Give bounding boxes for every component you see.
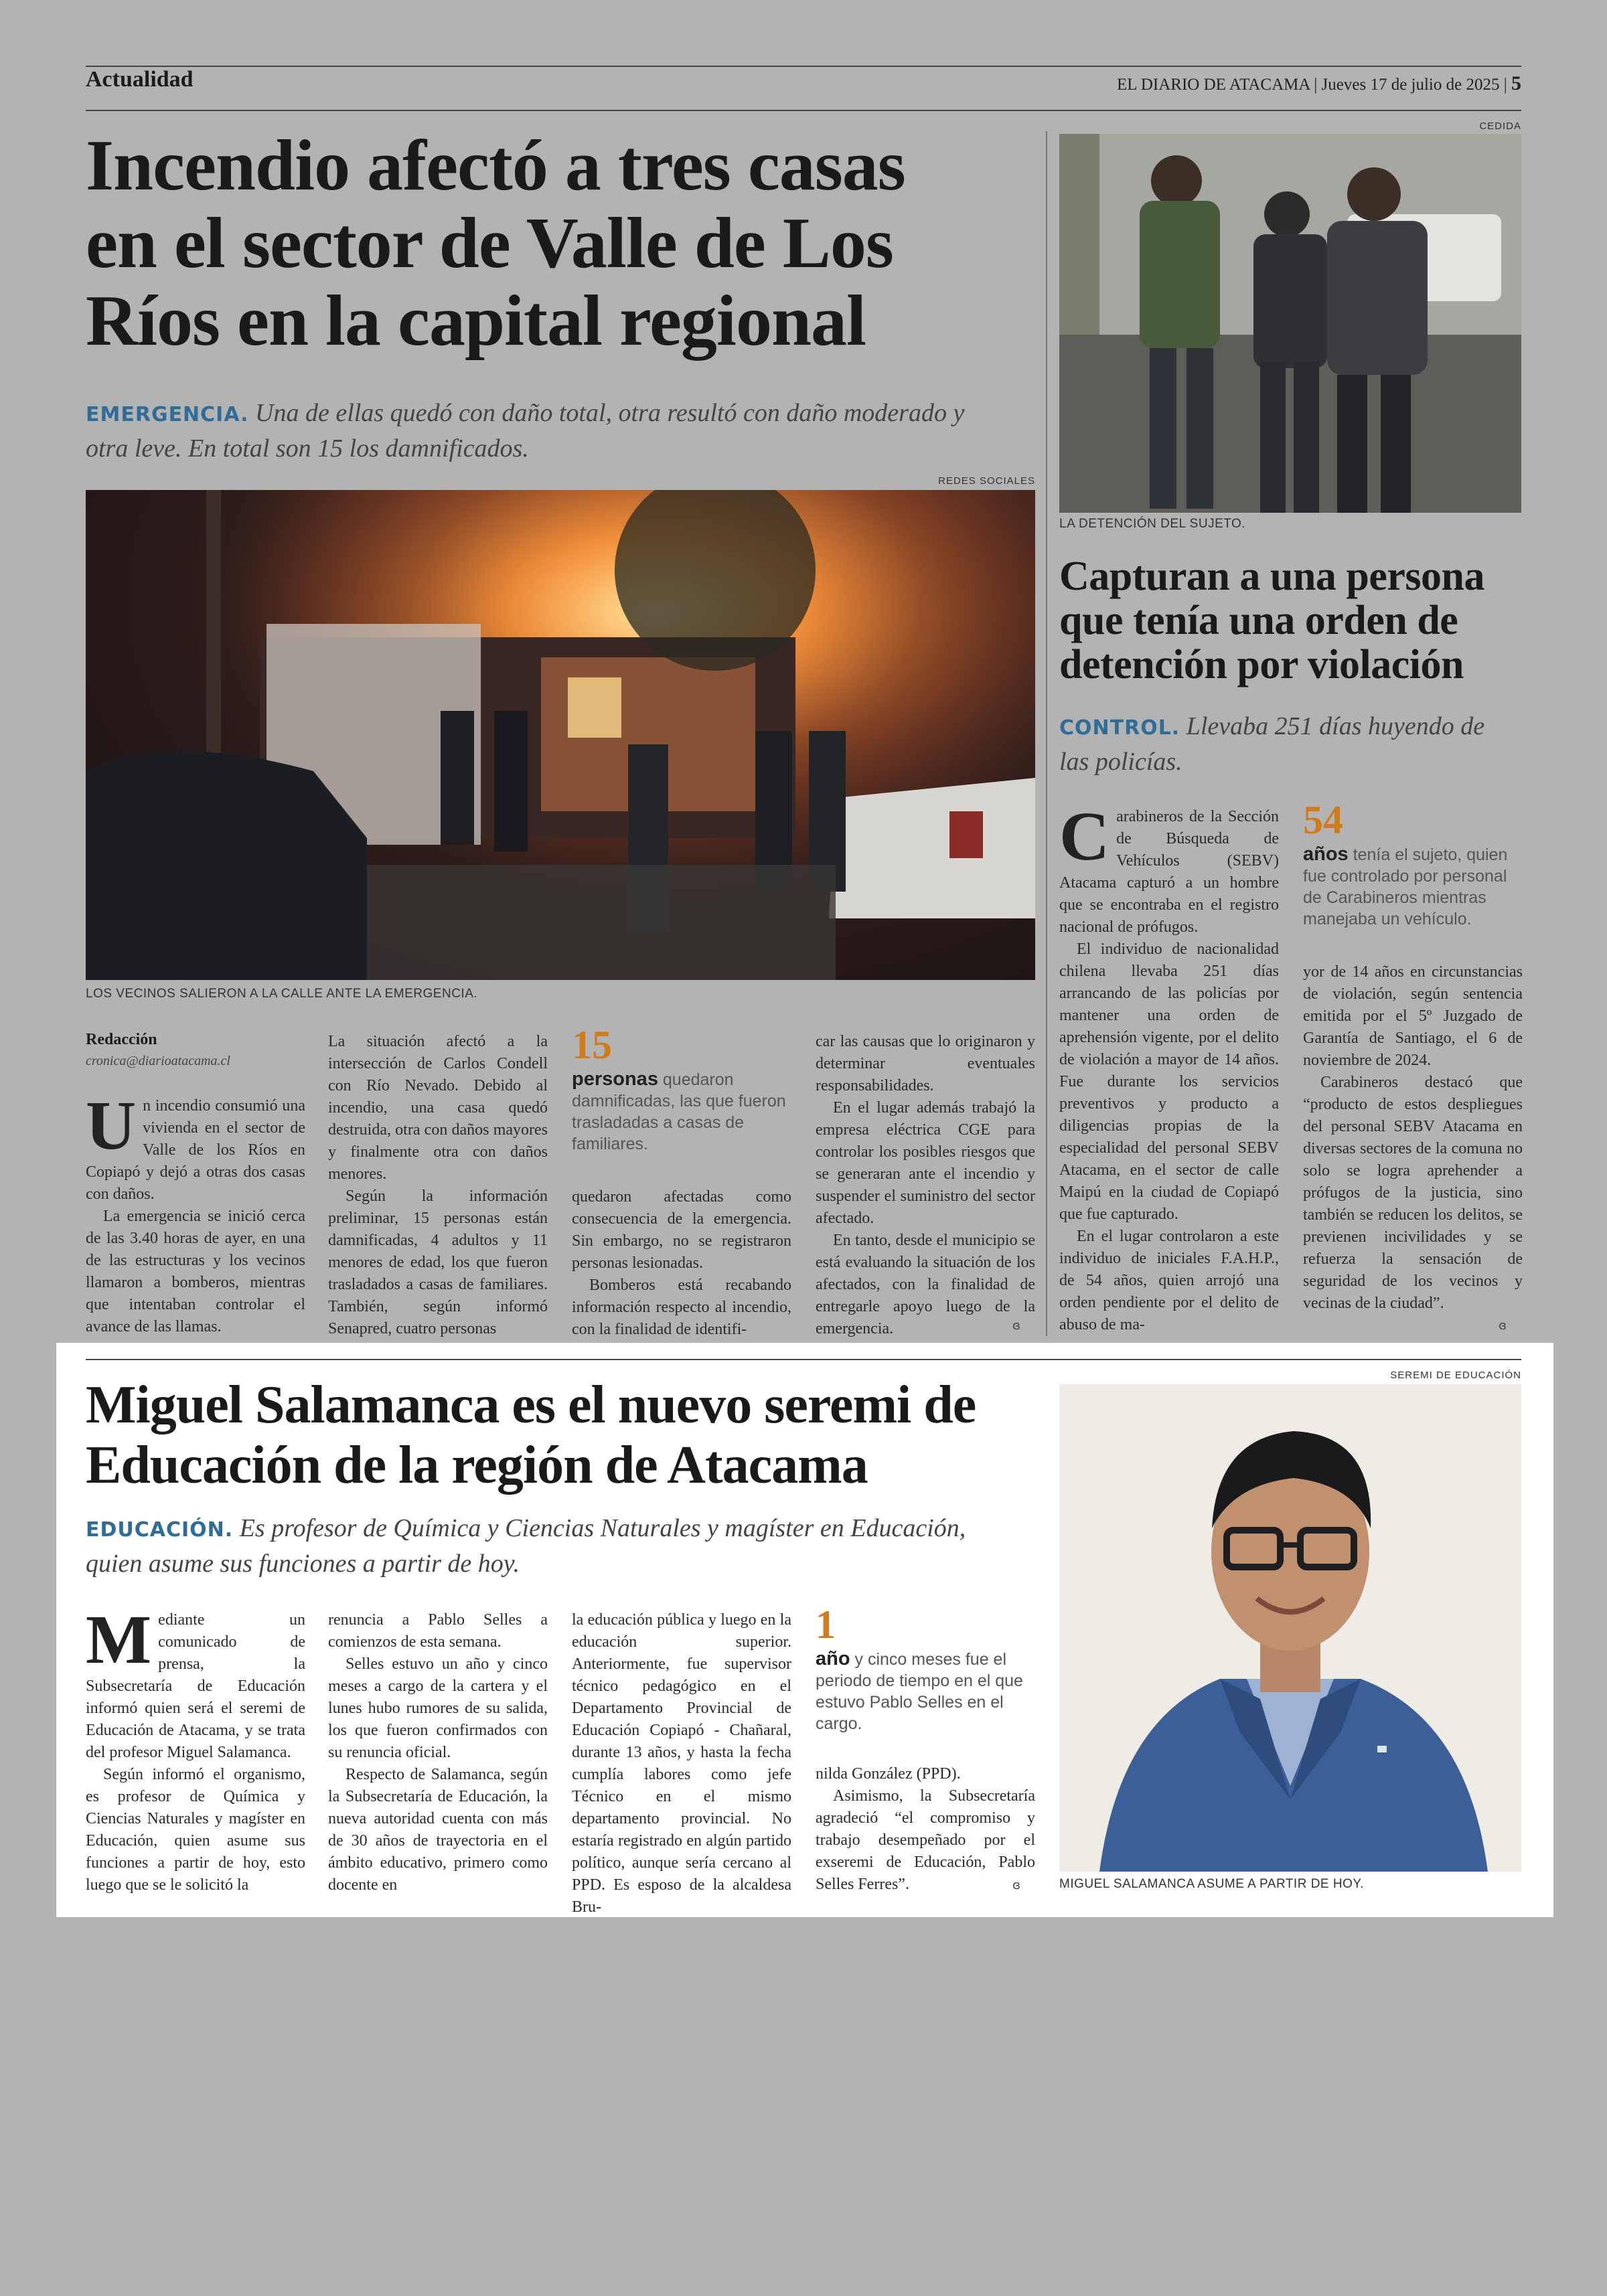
story3-summary-2: quien asume sus funciones a partir de hoy. xyxy=(86,1550,520,1578)
story1-headline xyxy=(86,127,1037,360)
story3-fact-text: y cinco meses fue el periodo de tiempo en el que estuvo Pablo Selles en el cargo. xyxy=(816,1650,1023,1733)
story2-summary xyxy=(1059,710,1528,778)
story1-col4-p2: En el lugar además trabajó la empresa eléctrica CGE para controlar los posibles riesgos que se generaran ante el incendio y suspender el suministro del sector afectado. xyxy=(816,1099,1035,1227)
story3-top-rule xyxy=(86,1359,1521,1360)
story1-col1 xyxy=(86,1087,305,1338)
story1-col4 xyxy=(816,1031,1035,1340)
story2-fact-box xyxy=(1303,797,1523,930)
story3-headline-line1: Miguel Salamanca es el nuevo seremi de xyxy=(86,1376,976,1434)
arrest-photo xyxy=(1059,134,1521,513)
story1-summary-1: Una de ellas quedó con daño total, otra resultó con daño moderado y xyxy=(255,399,965,427)
story2-col2-p1: yor de 14 años en circunstancias de violación, según sentencia emitida por el 5º Juzgado de Garantía de Santiago, el 6 de noviembre de 2024. xyxy=(1303,963,1523,1069)
story3-col1-p2: Según informó el organismo, es profesor de Química y Ciencias Naturales y magíster en Educación, quien asume sus funciones a partir de hoy, esto luego que se le solicitó la xyxy=(86,1766,305,1894)
story1-col2-p1: La situación afectó a la intersección de Carlos Condell con Río Nevado. Debido al incendio, una casa quedó destruida, otra con daños mayores y finalmente otra con daños menores. xyxy=(328,1033,548,1183)
story3-col4-p2: Asimismo, la Subsecretaría agradeció “el compromiso y trabajo desempeñado por el exseremi de Educación, Pablo Selles Ferres”. xyxy=(816,1787,1035,1893)
story2-col1-p1: arabineros de la Sección de Búsqueda de Vehículos (SEBV) Atacama capturó a un hombre que se encontraba en el registro nacional de prófugos. xyxy=(1059,808,1279,936)
story2-photo-credit: CEDIDA xyxy=(1479,120,1521,132)
story1-col3 xyxy=(572,1186,791,1341)
header-top-rule xyxy=(86,66,1521,67)
story3-photo-caption: MIGUEL SALAMANCA ASUME A PARTIR DE HOY. xyxy=(1059,1877,1364,1891)
story2-kicker: CONTROL. xyxy=(1059,716,1180,740)
story3-col1 xyxy=(86,1601,305,1896)
issue-date: Jueves 17 de julio de 2025 xyxy=(1321,76,1500,94)
story1-col2 xyxy=(328,1031,548,1340)
story1-headline-line2: en el sector de Valle de Los xyxy=(86,203,893,283)
story2-col1 xyxy=(1059,798,1279,1336)
page-number: 5 xyxy=(1511,72,1521,94)
story3-col2-p2: Selles estuvo un año y cinco meses a cargo de la cartera y el lunes hubo rumores de su salida, los que fueron confirmados con su renuncia oficial. xyxy=(328,1655,548,1761)
column-divider xyxy=(1046,131,1047,1336)
story2-end-mark: ɞ xyxy=(1499,1319,1507,1333)
story3-col2-p3: Respecto de Salamanca, según la Subsecretaría de Educación, la nueva autoridad cuenta con más de 30 años de trayectoria en el ámbito educativo, primero como docente en xyxy=(328,1766,548,1894)
story1-summary xyxy=(86,396,1037,465)
story2-col1-p2: El individuo de nacionalidad chilena llevaba 251 días arrancando de las policías por mantener una orden de aprehensión vigente, por el delito de violación a mayor de 14 años. Fue durante los servicios preventivos y producto a diligencias propias de la especialidad del personal SEBV Atacama, en el sector de calle Maipú en la ciudad de Copiapó que fue capturado. xyxy=(1059,940,1279,1223)
story1-col1-p1: n incendio consumió una vivienda en el sector de Valle de los Ríos en Copiapó y dejó a otras dos casas con daños. xyxy=(86,1097,305,1203)
story2-fact-text: tenía el sujeto, quien fue controlado por personal de Carabineros mientras manejaba un vehículo. xyxy=(1303,845,1508,928)
story1-headline-line1: Incendio afectó a tres casas xyxy=(86,126,905,206)
story1-fact-text: quedaron damnificadas, las que fueron trasladadas a casas de familiares. xyxy=(572,1070,786,1153)
story1-fact-number: 15 xyxy=(572,1023,612,1067)
arrest-scene-illustration xyxy=(1059,134,1521,513)
story2-fact-bold: años xyxy=(1303,843,1349,865)
story3-col3-p1: la educación pública y luego en la educación superior. Anteriormente, fue supervisor técnico pedagógico en el Departamento Provincial de Educación Copiapó - Chañaral, durante 13 años, y hasta la fecha cumplía labores como jefe Técnico en el mismo departamento provincial. No estaría registrado en algún partido político, aunque sería cercano al PPD. Es esposo de la alcaldesa Bru- xyxy=(572,1611,791,1916)
story3-headline xyxy=(86,1375,1050,1495)
story3-summary-1: Es profesor de Química y Ciencias Naturales y magíster en Educación, xyxy=(239,1514,966,1542)
story1-col2-p2: Según la información preliminar, 15 personas están damnificadas, 4 adultos y 11 menores de edad, los que fueron trasladados a casas de familiares. También, según informó Senapred, cuatro personas xyxy=(328,1187,548,1337)
story2-headline-line2: que tenía una orden de xyxy=(1059,598,1458,643)
story2-summary-2: las policías. xyxy=(1059,748,1182,776)
story1-fact-box xyxy=(572,1021,793,1155)
story3-fact-number: 1 xyxy=(816,1603,836,1647)
story3-col4 xyxy=(816,1763,1035,1896)
portrait-photo xyxy=(1059,1384,1521,1872)
story2-headline-line3: detención por violación xyxy=(1059,642,1464,687)
masthead: EL DIARIO DE ATACAMA | Jueves 17 de julio de 2025 | 5 xyxy=(1116,72,1521,94)
story3-col2-p1: renuncia a Pablo Selles a comienzos de esta semana. xyxy=(328,1611,548,1651)
story2-col2 xyxy=(1303,961,1523,1315)
story1-summary-2: otra leve. En total son 15 los damnificados. xyxy=(86,434,529,463)
portrait-illustration xyxy=(1059,1384,1521,1872)
story1-dropcap: U xyxy=(86,1087,137,1164)
story1-col4-p3: En tanto, desde el municipio se está evaluando la situación de los afectados, con la finalidad de entregarle apoyo luego de la emergencia. xyxy=(816,1232,1035,1337)
story3-summary xyxy=(86,1511,1050,1580)
story3-end-mark: ɞ xyxy=(1012,1878,1020,1892)
masthead-title: EL DIARIO DE ATACAMA xyxy=(1116,76,1310,94)
story3-dropcap: M xyxy=(86,1601,152,1678)
story3-fact-box xyxy=(816,1601,1037,1734)
story3-photo-credit: SEREMI DE EDUCACIÓN xyxy=(1390,1370,1521,1381)
fire-photo xyxy=(86,490,1035,980)
story2-photo-caption: LA DETENCIÓN DEL SUJETO. xyxy=(1059,517,1246,531)
story3-col2 xyxy=(328,1609,548,1896)
story3-col4-p1: nilda González (PPD). xyxy=(816,1765,961,1783)
story2-col2-p2: Carabineros destacó que “producto de estos despliegues del personal SEBV Atacama en diversas sectores de la comuna no solo se logra aprehender a prófugos de la justicia, sino también se reducen los delitos, se previenen incivilidades y se refuerza la sensación de seguridad de los vecinos y vecinas de la ciudad”. xyxy=(1303,1074,1523,1312)
fire-scene-illustration xyxy=(86,490,1035,980)
story2-fact-number: 54 xyxy=(1303,798,1343,842)
story1-col3-p1: quedaron afectadas como consecuencia de la emergencia. Sin embargo, no se registraron personas lesionadas. xyxy=(572,1188,791,1272)
story1-photo-credit: REDES SOCIALES xyxy=(938,475,1035,487)
story2-headline xyxy=(1059,554,1528,687)
story1-kicker: EMERGENCIA. xyxy=(86,403,249,426)
header-bottom-rule xyxy=(86,110,1521,111)
story1-fact-bold: personas xyxy=(572,1068,658,1090)
story1-email: cronica@diarioatacama.cl xyxy=(86,1054,230,1068)
section-name: Actualidad xyxy=(86,67,194,92)
story2-headline-line1: Capturan a una persona xyxy=(1059,554,1484,599)
story2-dropcap: C xyxy=(1059,798,1110,875)
story1-headline-line3: Ríos en la capital regional xyxy=(86,281,866,361)
story2-col1-p3: En el lugar controlaron a este individuo de iniciales F.A.H.P., de 54 años, quien arrojó una orden pendiente por el delito de abuso de ma- xyxy=(1059,1228,1279,1333)
story1-col1-p2: La emergencia se inició cerca de las 3.40 horas de ayer, en una de las estructuras y los vecinos llamaron a bomberos, mientras que intentaban controlar el avance de las llamas. xyxy=(86,1208,305,1335)
story3-kicker: EDUCACIÓN. xyxy=(86,1518,234,1542)
story2-summary-1: Llevaba 251 días huyendo de xyxy=(1186,712,1485,740)
story3-col1-p1: ediante un comunicado de prensa, la Subsecretaría de Educación informó quien será el seremi de Educación de Atacama, y se trata del profesor Miguel Salamanca. xyxy=(86,1611,305,1761)
story1-photo-caption: LOS VECINOS SALIERON A LA CALLE ANTE LA EMERGENCIA. xyxy=(86,987,478,1001)
story1-byline: Redacción xyxy=(86,1031,157,1048)
story1-col4-p1: car las causas que lo originaron y determinar eventuales responsabilidades. xyxy=(816,1033,1035,1094)
story1-col3-p2: Bomberos está recabando información respecto al incendio, con la finalidad de identifi- xyxy=(572,1277,791,1338)
story3-col3 xyxy=(572,1609,791,1918)
story3-headline-line2: Educación de la región de Atacama xyxy=(86,1436,868,1495)
story3-fact-bold: año xyxy=(816,1648,850,1669)
story1-end-mark: ɞ xyxy=(1012,1319,1020,1333)
